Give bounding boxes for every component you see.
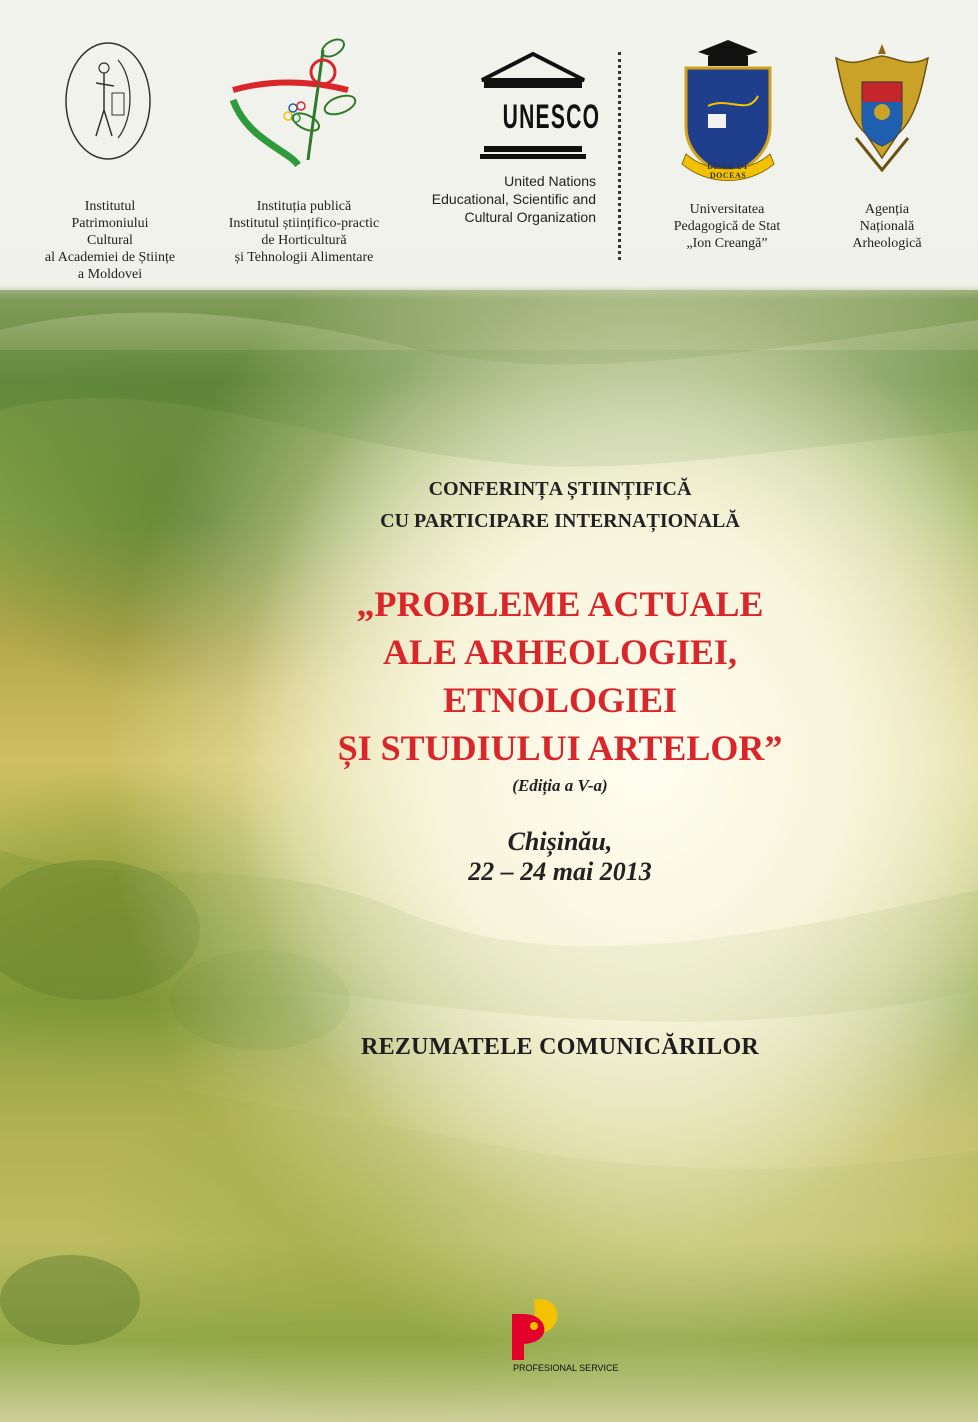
caption-line: Arheologică <box>852 236 922 251</box>
caption-line: Educational, Scientific and <box>431 191 596 207</box>
moldova-coat-of-arms-logo <box>826 38 938 178</box>
caption-line: Patrimoniului <box>71 216 149 231</box>
dates-label: 22 – 24 mai 2013 <box>468 857 652 886</box>
heritage-institute-caption <box>22 198 198 283</box>
caption-line: Cultural Organization <box>464 209 596 225</box>
caption-line: de Horticultură <box>261 233 347 248</box>
caption-line: Pedagogică de Stat <box>673 219 781 234</box>
caption-line: Instituția publică <box>256 199 352 214</box>
caption-line: Agenția <box>864 202 910 217</box>
conference-title-line4: ȘI STUDIULUI ARTELOR” <box>337 728 783 768</box>
caption-line: și Tehnologii Alimentare <box>234 250 374 265</box>
heritage-institute-emblem <box>62 38 154 164</box>
conference-title-line1: „PROBLEME ACTUALE <box>356 584 764 624</box>
university-caption <box>622 201 832 252</box>
dotted-divider <box>618 52 621 260</box>
publisher-logo <box>506 1294 566 1364</box>
caption-line: Institutul <box>84 199 136 214</box>
caption-line: al Academiei de Științe <box>44 250 176 265</box>
caption-line: United Nations <box>504 173 596 189</box>
summaries-heading: REZUMATELE COMUNICĂRILOR <box>360 1034 760 1060</box>
horticulture-institute-caption <box>204 198 404 266</box>
publisher-name: PROFESIONAL SERVICE <box>513 1363 619 1373</box>
conference-title-line2: ALE ARHEOLOGIEI, <box>382 632 738 672</box>
unesco-wordmark: UNESCO <box>502 98 601 136</box>
conference-heading-line1: CONFERINȚA ȘTIINȚIFICĂ <box>428 478 692 500</box>
city-label: Chișinău, <box>507 827 613 856</box>
unesco-caption <box>404 172 596 226</box>
caption-line: Națională <box>859 219 915 234</box>
university-motto: DISCE UT DOCEAS <box>707 162 749 180</box>
edition-label: (Ediția a V-a) <box>512 776 608 795</box>
archaeology-agency-caption <box>822 201 952 252</box>
caption-line: Cultural <box>87 233 133 248</box>
horticulture-plant-logo <box>228 30 378 170</box>
conference-title-line3: ETNOLOGIEI <box>442 680 678 720</box>
caption-line: Universitatea <box>689 202 765 217</box>
caption-line: a Moldovei <box>77 267 143 282</box>
conference-heading-line2: CU PARTICIPARE INTERNAȚIONALĂ <box>380 510 740 532</box>
caption-line: „Ion Creangă” <box>686 236 768 251</box>
caption-line: Institutul științifico-practic <box>228 216 380 231</box>
